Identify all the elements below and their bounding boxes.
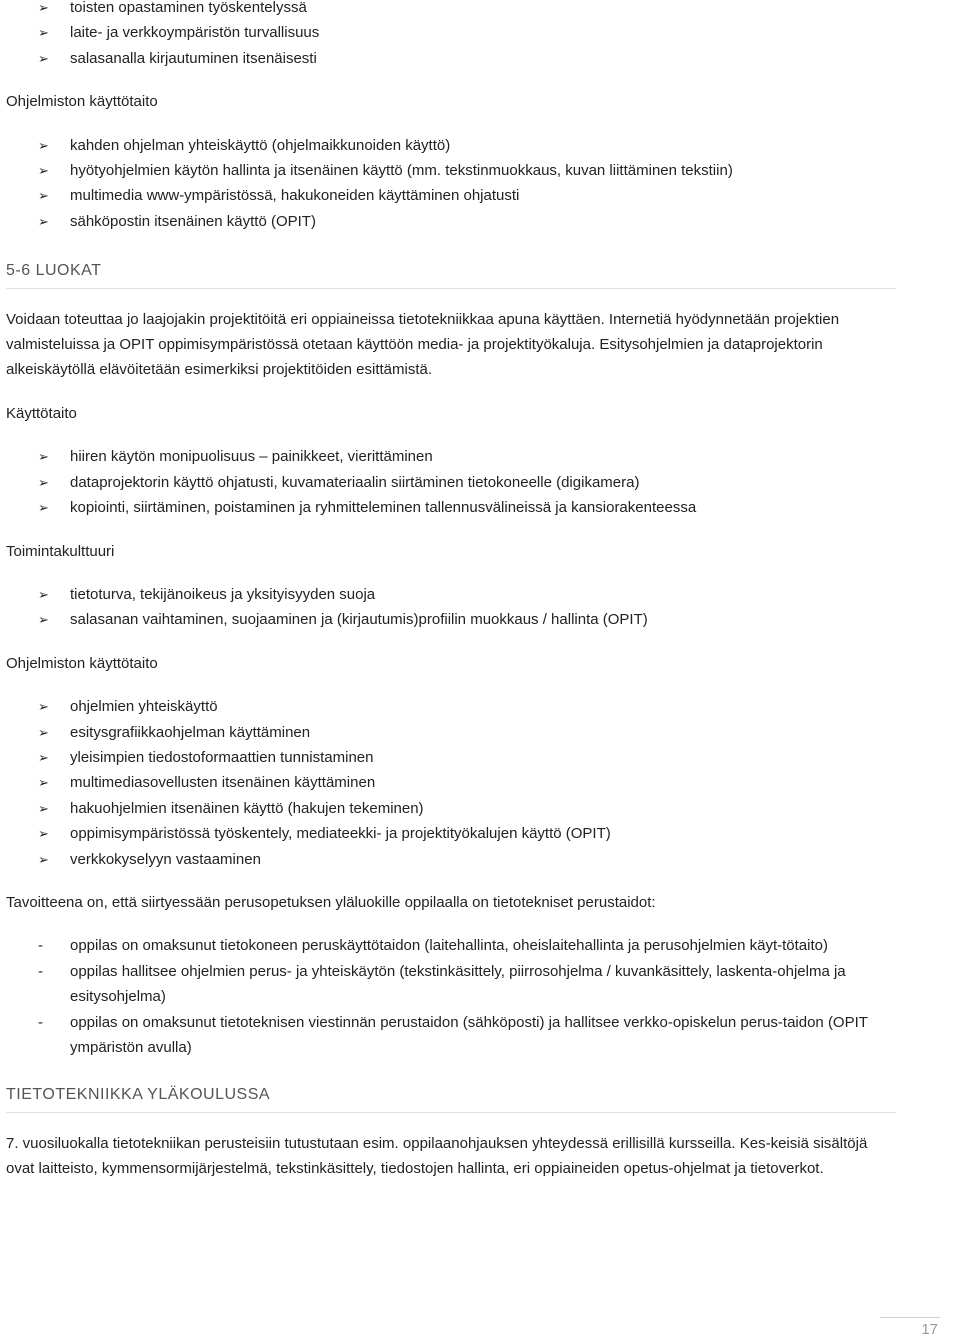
list-item-text: oppilas on omaksunut tietoteknisen viestinnän perustaidon (sähköposti) ja hallitsee verkko-opiskelun perus-taidon (OPIT ympäristön avulla) [70,1013,868,1056]
list-item-text: esitysgrafiikkaohjelman käyttäminen [70,723,311,741]
list-item-text: hyötyohjelmien käytön hallinta ja itsenäinen käyttö (mm. tekstinmuokkaus, kuvan liittäminen tekstiin) [70,162,733,180]
arrow-bullet-icon: ➢ [38,724,49,740]
arrow-bullet-icon: ➢ [38,749,49,765]
arrow-bullet-icon: ➢ [38,163,49,179]
dash-bullet: - [38,937,43,955]
list-item [6,607,896,632]
arrow-bullet-icon: ➢ [38,137,49,153]
section-title: 5-6 LUOKAT [6,258,896,288]
list-item [6,582,896,607]
list-item-text: tietoturva, tekijänoikeus ja yksityisyyden suoja [70,585,376,603]
list-item-text: hakuohjelmien itsenäinen käyttö (hakujen tekeminen) [70,799,424,817]
list-item [6,0,896,20]
arrow-bullet-icon: ➢ [38,213,49,229]
arrow-bullet-icon: ➢ [38,612,49,628]
subheading: Käyttötaito [6,404,77,422]
bullet-list-1 [6,0,896,71]
list-item-text: salasanalla kirjautuminen itsenäisesti [70,49,317,67]
arrow-bullet-icon: ➢ [38,699,49,715]
arrow-bullet-icon: ➢ [38,188,49,204]
list-item [6,158,896,183]
bullet-list-3 [6,444,896,520]
list-item [6,444,896,469]
list-item-text: verkkokyselyyn vastaaminen [70,850,261,868]
page-number: 17 [921,1321,938,1338]
list-item-text: ohjelmien yhteiskäyttö [70,698,218,716]
paragraph: 7. vuosiluokalla tietotekniikan perusteisiin tutustutaan esim. oppilaanohjauksen yhteydessä erillisillä kursseilla. Kes-keisiä sisältöjä ovat laitteisto, kymmensormijärjestelmä, tekstinkäsittely, tiedostojen hallinta, eri oppiaineiden opetus-ohjelmat ja tietoverkot. [6,1134,868,1178]
list-item [6,847,896,872]
list-item [6,821,896,846]
list-item-text: oppilas hallitsee ohjelmien perus- ja yhteiskäytön (tekstinkäsittely, piirrosohjelma / kuvankäsittely, laskenta-ohjelma ja esitysohjelma) [70,962,846,1006]
list-item-text: multimedia www-ympäristössä, hakukoneiden käyttäminen ohjatusti [70,187,520,205]
list-item-text: toisten opastaminen työskentelyssä [70,0,307,16]
arrow-bullet-icon: ➢ [38,586,49,602]
list-item-text: salasanan vaihtaminen, suojaaminen ja (kirjautumis)profiilin muokkaus / hallinta (OPIT) [70,611,648,629]
arrow-bullet-icon: ➢ [38,25,49,41]
subheading: Ohjelmiston käyttötaito [6,93,158,111]
arrow-bullet-icon: ➢ [38,500,49,516]
list-item-text: hiiren käytön monipuolisuus – painikkeet, vierittäminen [70,448,433,466]
dash-bullet: - [38,1013,43,1031]
list-item [6,1010,896,1061]
paragraph: Tavoitteena on, että siirtyessään perusopetuksen yläluokille oppilaalla on tietotekniset perustaidot: [6,893,656,911]
list-item [6,20,896,45]
list-item-text: yleisimpien tiedostoformaattien tunnistaminen [70,748,374,766]
list-item-text: oppilas on omaksunut tietokoneen peruskäyttötaidon (laitehallinta, oheislaitehallinta ja perusohjelmien käyt-tötaito) [70,937,828,955]
arrow-bullet-icon: ➢ [38,50,49,66]
list-item-text: kahden ohjelman yhteiskäyttö (ohjelmaikkunoiden käyttö) [70,136,451,154]
list-item [6,720,896,745]
arrow-bullet-icon: ➢ [38,826,49,842]
list-item [6,46,896,71]
subheading: Ohjelmiston käyttötaito [6,654,158,672]
list-item-text: multimediasovellusten itsenäinen käyttäminen [70,774,376,792]
arrow-bullet-icon: ➢ [38,800,49,816]
arrow-bullet-icon: ➢ [38,851,49,867]
bullet-list-2 [6,133,896,235]
arrow-bullet-icon: ➢ [38,0,49,15]
list-item [6,470,896,495]
paragraph: Voidaan toteuttaa jo laajojakin projektitöitä eri oppiaineissa tietotekniikkaa apuna käyttäen. Internetiä hyödynnetään projektien valmisteluissa ja OPIT oppimisympäristössä otetaan käyttöön media- ja projektityökaluja. Esitysohjelmien ja dataprojektorin alkeiskäytöllä elävöitetään esimerkiksi projektitöiden esittämistä. [6,310,840,379]
list-item-text: sähköpostin itsenäinen käyttö (OPIT) [70,212,316,230]
list-item-text: kopiointi, siirtäminen, poistaminen ja ryhmitteleminen tallennusvälineissä ja kansiorakenteessa [70,499,697,517]
list-item [6,933,896,958]
footer-divider [880,1317,940,1318]
arrow-bullet-icon: ➢ [38,775,49,791]
list-item [6,959,896,1010]
list-item [6,133,896,158]
section-title: TIETOTEKNIIKKA YLÄKOULUSSA [6,1082,896,1112]
subheading: Toimintakulttuuri [6,542,115,560]
list-item-text: dataprojektorin käyttö ohjatusti, kuvamateriaalin siirtäminen tietokoneelle (digikamera) [70,473,640,491]
dash-bullet: - [38,962,43,980]
bullet-list-5 [6,694,896,872]
list-item [6,745,896,770]
arrow-bullet-icon: ➢ [38,474,49,490]
list-item [6,770,896,795]
list-item [6,495,896,520]
list-item [6,796,896,821]
list-item-text: laite- ja verkkoympäristön turvallisuus [70,24,320,42]
list-item [6,694,896,719]
list-item [6,183,896,208]
dash-list [6,933,896,1060]
document-body [6,0,896,1182]
list-item-text: oppimisympäristössä työskentely, mediateekki- ja projektityökalujen käyttö (OPIT) [70,825,611,843]
arrow-bullet-icon: ➢ [38,449,49,465]
list-item [6,209,896,234]
bullet-list-4 [6,582,896,633]
